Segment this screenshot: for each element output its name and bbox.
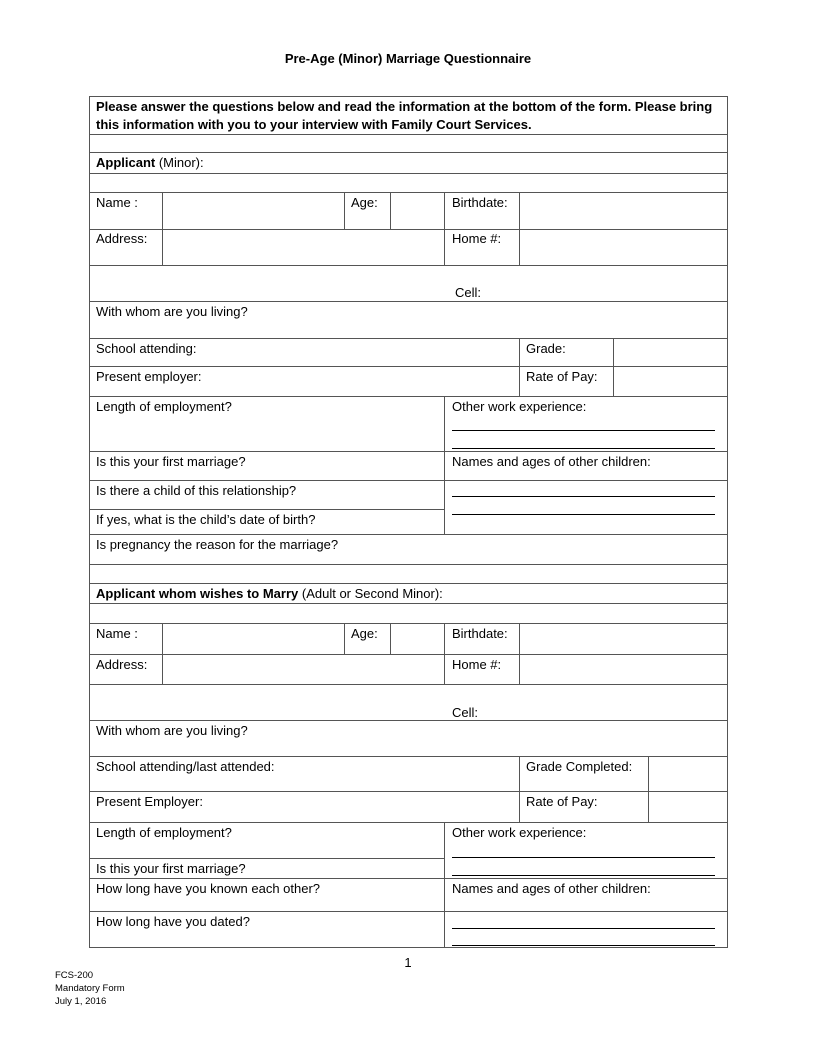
- section1-heading-rest: (Minor):: [155, 155, 204, 170]
- section2-heading-bold: Applicant whom wishes to Marry: [96, 586, 299, 601]
- s2-grade-field[interactable]: [649, 757, 727, 791]
- s2-birthdate-field[interactable]: [520, 624, 727, 654]
- s2-cell-label: Cell:: [452, 705, 479, 720]
- s2-living-label: With whom are you living?: [96, 723, 248, 738]
- s1-other-work-line[interactable]: [452, 448, 715, 449]
- col-divider: [444, 822, 445, 947]
- s1-children-line[interactable]: [452, 496, 715, 497]
- s2-other-work-label: Other work experience:: [452, 825, 587, 840]
- s2-length-label: Length of employment?: [96, 825, 232, 840]
- s2-address-field[interactable]: [163, 655, 444, 684]
- section2-heading: [96, 586, 443, 602]
- col-divider: [519, 338, 520, 396]
- row-divider: [89, 583, 728, 584]
- col-divider: [444, 192, 445, 265]
- s2-school-label: School attending/last attended:: [96, 759, 275, 774]
- intro-line-1: Please answer the questions below and read the information at the bottom of the form. Please bring: [96, 99, 713, 114]
- row-divider: [89, 451, 728, 452]
- row-divider: [89, 173, 728, 174]
- s1-living-label: With whom are you living?: [96, 304, 248, 319]
- s1-cell-label: Cell:: [455, 285, 482, 300]
- s2-children-line[interactable]: [452, 928, 715, 929]
- s1-employer-label: Present employer:: [96, 369, 202, 384]
- s2-name-field[interactable]: [163, 624, 344, 654]
- row-divider: [89, 509, 445, 510]
- s2-birthdate-label: Birthdate:: [452, 626, 508, 641]
- s1-grade-field[interactable]: [614, 339, 727, 366]
- row-divider: [89, 720, 728, 721]
- s2-home-label: Home #:: [452, 657, 502, 672]
- s1-address-field[interactable]: [163, 230, 444, 265]
- row-divider: [89, 152, 728, 153]
- table-border-bottom: [89, 947, 728, 948]
- row-divider: [89, 858, 445, 859]
- footer-form-type: Mandatory Form: [55, 983, 125, 994]
- row-divider: [89, 603, 728, 604]
- section2-heading-rest: (Adult or Second Minor):: [298, 586, 443, 601]
- page-number: 1: [404, 955, 412, 970]
- footer-form-id: FCS-200: [55, 970, 94, 981]
- s1-length-label: Length of employment?: [96, 399, 232, 414]
- s2-age-field[interactable]: [391, 624, 444, 654]
- s2-other-work-line[interactable]: [452, 875, 715, 876]
- s1-school-label: School attending:: [96, 341, 197, 356]
- s1-home-field[interactable]: [520, 230, 727, 265]
- intro-line-2: this information with you to your interview with Family Court Services.: [96, 117, 532, 132]
- row-divider: [89, 756, 728, 757]
- s1-children-line[interactable]: [452, 514, 715, 515]
- s1-name-field[interactable]: [163, 193, 344, 229]
- table-border-left: [89, 96, 90, 948]
- footer-date: July 1, 2016: [55, 996, 107, 1007]
- s2-name-label: Name :: [96, 626, 138, 641]
- s2-address-label: Address:: [96, 657, 148, 672]
- s2-cell-field[interactable]: [90, 685, 727, 720]
- col-divider: [344, 623, 345, 654]
- s2-other-work-line[interactable]: [452, 857, 715, 858]
- s1-rate-field[interactable]: [614, 367, 727, 396]
- row-divider: [89, 822, 728, 823]
- s1-child-dob-label: If yes, what is the child’s date of birth?: [96, 512, 316, 527]
- s2-children-line[interactable]: [452, 945, 715, 946]
- s1-pregnancy-label: Is pregnancy the reason for the marriage?: [96, 537, 339, 552]
- s1-cell-field[interactable]: [90, 266, 727, 301]
- row-divider: [89, 564, 728, 565]
- s1-child-relationship-label: Is there a child of this relationship?: [96, 483, 297, 498]
- page-title: Pre-Age (Minor) Marriage Questionnaire: [284, 51, 532, 66]
- s2-first-marriage-label: Is this your first marriage?: [96, 861, 246, 876]
- s1-grade-label: Grade:: [526, 341, 566, 356]
- s2-rate-label: Rate of Pay:: [526, 794, 598, 809]
- row-divider: [89, 791, 728, 792]
- s1-birthdate-label: Birthdate:: [452, 195, 508, 210]
- s2-home-field[interactable]: [520, 655, 727, 684]
- section1-heading: [96, 155, 204, 171]
- col-divider: [444, 396, 445, 534]
- s1-age-label: Age:: [351, 195, 378, 210]
- s2-age-label: Age:: [351, 626, 378, 641]
- s1-children-label: Names and ages of other children:: [452, 454, 651, 469]
- s2-children-label: Names and ages of other children:: [452, 881, 651, 896]
- s1-name-label: Name :: [96, 195, 138, 210]
- row-divider: [89, 134, 728, 135]
- col-divider: [519, 756, 520, 822]
- s1-first-marriage-label: Is this your first marriage?: [96, 454, 246, 469]
- row-divider: [89, 301, 728, 302]
- s2-known-label: How long have you known each other?: [96, 881, 321, 896]
- row-divider: [89, 878, 728, 879]
- s1-home-label: Home #:: [452, 231, 502, 246]
- section1-heading-bold: Applicant: [96, 155, 156, 170]
- col-divider: [344, 192, 345, 229]
- s1-age-field[interactable]: [391, 193, 444, 229]
- row-divider: [89, 396, 728, 397]
- s1-rate-label: Rate of Pay:: [526, 369, 598, 384]
- row-divider: [89, 911, 728, 912]
- table-border-right: [727, 96, 728, 948]
- s1-other-work-line[interactable]: [452, 430, 715, 431]
- s1-other-work-label: Other work experience:: [452, 399, 587, 414]
- form-footer: [55, 969, 125, 1008]
- s2-dated-label: How long have you dated?: [96, 914, 250, 929]
- table-border-top: [89, 96, 728, 97]
- s2-rate-field[interactable]: [649, 792, 727, 822]
- col-divider: [444, 623, 445, 684]
- s2-employer-label: Present Employer:: [96, 794, 203, 809]
- s1-birthdate-field[interactable]: [520, 193, 727, 229]
- row-divider: [89, 480, 728, 481]
- row-divider: [89, 534, 728, 535]
- s1-address-label: Address:: [96, 231, 148, 246]
- s2-grade-label: Grade Completed:: [526, 759, 633, 774]
